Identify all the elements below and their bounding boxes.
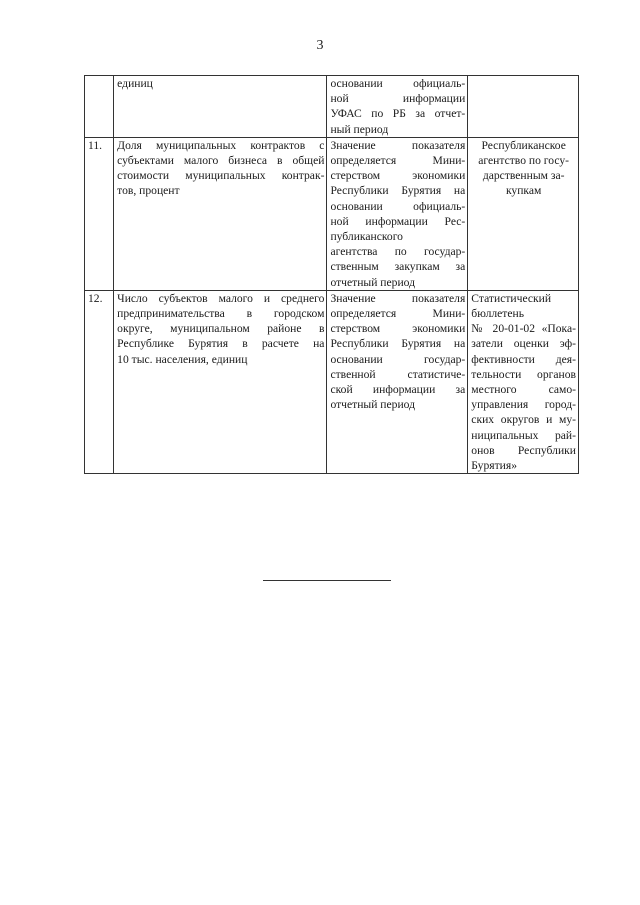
cell-line: ной информации bbox=[330, 92, 466, 106]
data-source-cell bbox=[468, 76, 579, 138]
cell-line: агентства по государ- bbox=[330, 245, 466, 259]
cell-line: управления город- bbox=[471, 398, 576, 412]
cell-line: Республики Бурятия на bbox=[330, 184, 466, 198]
cell-line: УФАС по РБ за отчет- bbox=[330, 107, 466, 121]
cell-line: Бурятия» bbox=[471, 459, 517, 473]
indicator-name-cell bbox=[114, 137, 327, 290]
cell-line: 10 тыс. населения, единиц bbox=[117, 352, 248, 366]
cell-line: ный период bbox=[330, 122, 389, 136]
row-number: 11. bbox=[85, 137, 114, 290]
cell-line: определяется Мини- bbox=[330, 307, 466, 321]
cell-line: основании государ- bbox=[330, 352, 466, 366]
calculation-method-cell bbox=[327, 137, 468, 290]
indicator-name-cell bbox=[114, 290, 327, 473]
cell-line: тельности органов bbox=[471, 367, 576, 381]
cell-line: ских округов и му- bbox=[471, 413, 576, 427]
cell-line: единиц bbox=[117, 77, 153, 90]
cell-line: № 20-01-02 «Пока- bbox=[471, 322, 576, 336]
table-row bbox=[85, 137, 579, 290]
cell-line: субъектами малого бизнеса в общей bbox=[117, 154, 325, 168]
cell-line: отчетный период bbox=[330, 398, 416, 412]
cell-line: округе, муниципальном районе в bbox=[117, 322, 325, 336]
data-source-cell bbox=[468, 290, 579, 473]
cell-line: местного само- bbox=[471, 383, 576, 397]
cell-line: Значение показателя bbox=[330, 291, 466, 305]
cell-line: Число субъектов малого и среднего bbox=[117, 291, 325, 305]
cell-line: фективности дея- bbox=[471, 352, 576, 366]
cell-line: агентство по госу- bbox=[478, 154, 569, 168]
indicators-table bbox=[84, 75, 579, 474]
cell-line: публиканского bbox=[330, 230, 403, 244]
cell-line: Статистический bbox=[471, 291, 552, 305]
row-number: 12. bbox=[85, 290, 114, 473]
cell-line: затели оценки эф- bbox=[471, 337, 576, 351]
cell-line: определяется Мини- bbox=[330, 154, 466, 168]
cell-line: основании официаль- bbox=[330, 77, 466, 90]
calculation-method-cell bbox=[327, 76, 468, 138]
cell-line: купкам bbox=[505, 184, 542, 198]
table-row bbox=[85, 76, 579, 138]
page-number: 3 bbox=[316, 38, 324, 53]
cell-line: ниципальных рай- bbox=[471, 428, 576, 442]
cell-line: ной информации Рес- bbox=[330, 214, 466, 228]
cell-line: предпринимательства в городском bbox=[117, 307, 325, 321]
cell-line: онов Республики bbox=[471, 443, 576, 457]
cell-line: отчетный период bbox=[330, 275, 416, 289]
cell-line: основании официаль- bbox=[330, 199, 466, 213]
cell-line: ственным закупкам за bbox=[330, 260, 466, 274]
cell-line: тов, процент bbox=[117, 184, 180, 198]
cell-line: Республике Бурятия в расчете на bbox=[117, 337, 325, 351]
cell-line: бюллетень bbox=[471, 307, 524, 321]
indicator-name-cell bbox=[114, 76, 327, 138]
cell-line: Доля муниципальных контрактов с bbox=[117, 138, 325, 152]
cell-line: Значение показателя bbox=[330, 138, 466, 152]
row-number bbox=[85, 76, 114, 138]
cell-line: Республики Бурятия на bbox=[330, 337, 466, 351]
cell-line: стерством экономики bbox=[330, 169, 466, 183]
cell-line: стерством экономики bbox=[330, 322, 466, 336]
cell-line: ственной статистиче- bbox=[330, 367, 466, 381]
calculation-method-cell bbox=[327, 290, 468, 473]
cell-line: дарственным за- bbox=[482, 169, 565, 183]
cell-line: ской информации за bbox=[330, 383, 466, 397]
cell-line: стоимости муниципальных контрак- bbox=[117, 169, 325, 183]
end-separator-line bbox=[263, 580, 391, 581]
table-row bbox=[85, 290, 579, 473]
data-source-cell bbox=[468, 137, 579, 290]
cell-line: Республиканское bbox=[481, 138, 566, 152]
